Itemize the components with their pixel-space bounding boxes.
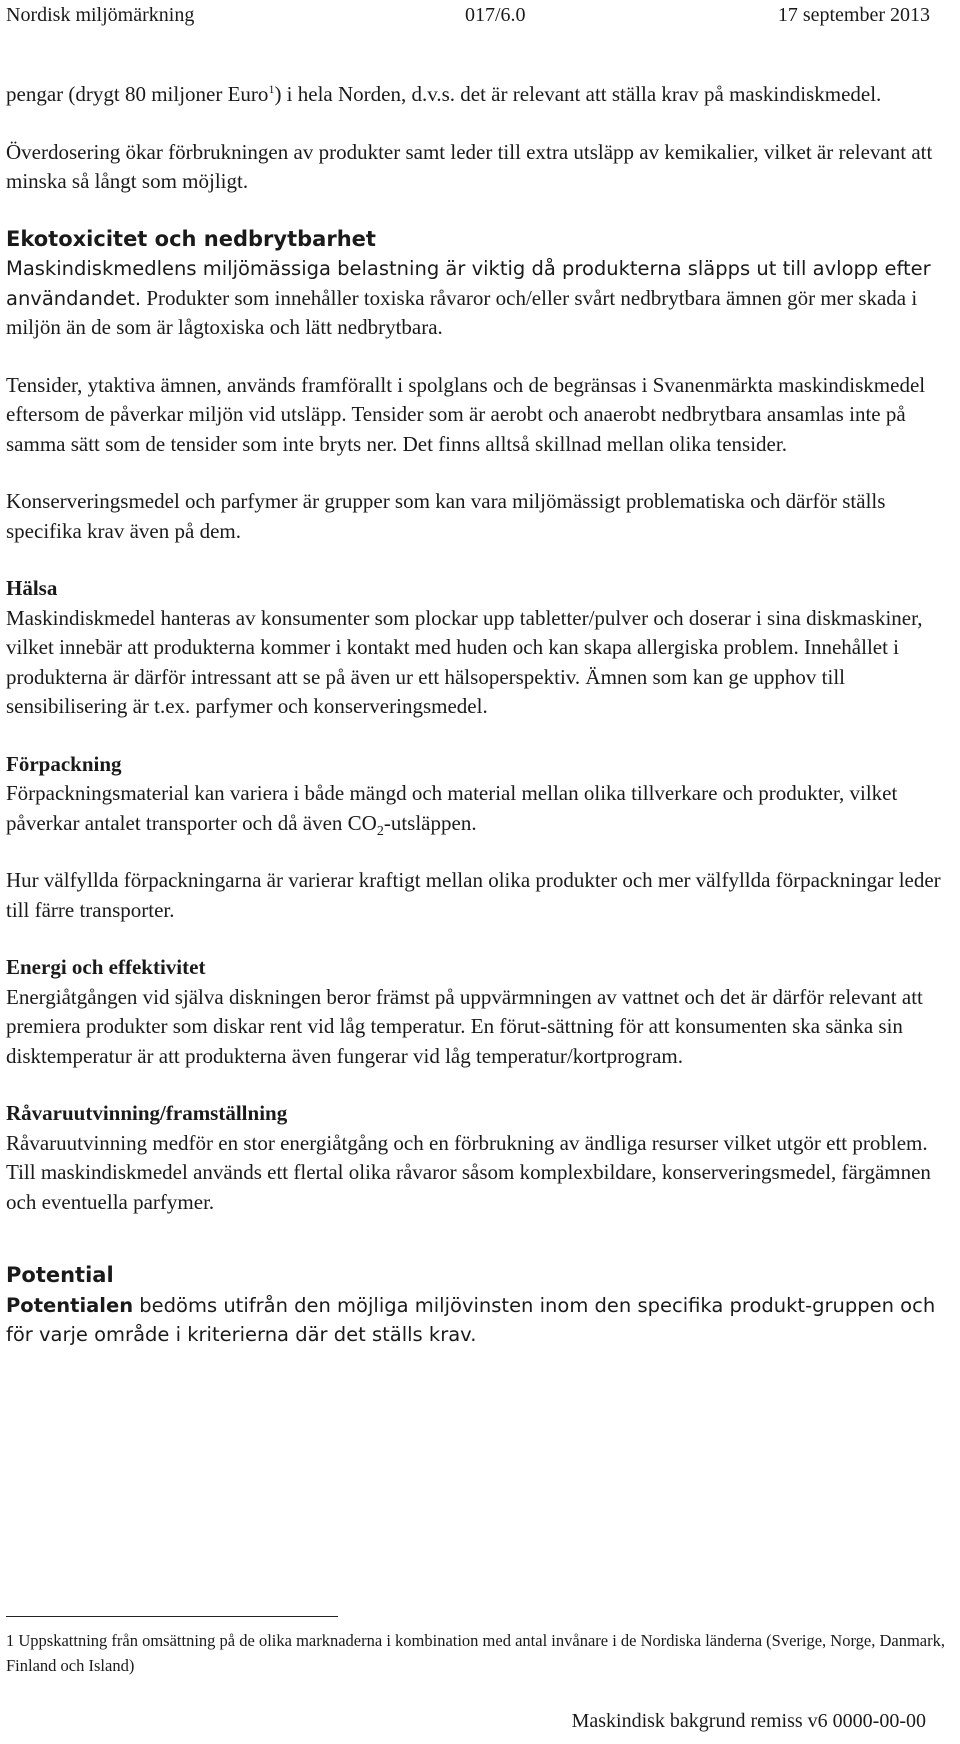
header-organization: Nordisk miljömärkning	[6, 4, 195, 26]
document-body	[6, 80, 950, 1350]
ravara-heading: Råvaruutvinning/framställning	[6, 1101, 288, 1125]
footnote-number: 1	[6, 1631, 15, 1650]
ravara-section	[6, 1099, 950, 1217]
ravara-paragraph: Råvaruutvinning medför en stor energiåtgång och en förbrukning av ändliga resurser vilket utgör ett problem. Till maskindiskmedel används ett flertal olika råvaror såsom komplexbildare, konserveringsmedel, färgämnen och eventuella parfymer.	[6, 1130, 931, 1214]
ekotox-paragraph-2: Tensider, ytaktiva ämnen, används framförallt i spolglans och de begränsas i Svanenmärkta maskindiskmedel eftersom de påverkar miljön vid utsläpp. Tensider som är aerobt och anaerobt nedbrytbara ansamlas inte på samma sätt som de tensider som inte bryts ner. Det finns alltså skillnad mellan olika tensider.	[6, 372, 926, 456]
footnote-reference: 1	[268, 82, 275, 96]
potential-lead-term: Potentialen	[6, 1293, 134, 1317]
co2-subscript: 2	[376, 823, 384, 839]
forpackning-paragraph-2: Hur välfyllda förpackningarna är varierar kraftigt mellan olika produkter och mer välfyllda förpackningar leder till färre transporter.	[6, 868, 941, 922]
potential-section	[6, 1261, 950, 1350]
ekotox-section	[6, 225, 950, 343]
footnote-divider	[6, 1616, 338, 1617]
forpackning-section: Förpackning Förpackningsmaterial kan variera i både mängd och material mellan olika tillverkare och produkter, vilket påverkar antalet transporter och då även $CO_2$-utsläppen.	[6, 750, 950, 839]
halsa-section	[6, 574, 950, 722]
footnote-text: Uppskattning från omsättning på de olika marknaderna i kombination med antal invånare i de Nordiska länderna (Sverige, Norge, Danmark, Finland och Island)	[6, 1631, 946, 1675]
potential-paragraph: bedöms utifrån den möjliga miljövinsten inom den specifika produkt-gruppen och för varje område i kriterierna där det ställs krav.	[6, 1293, 936, 1346]
halsa-paragraph: Maskindiskmedel hanteras av konsumenter som plockar upp tabletter/pulver och doserar i sina diskmaskiner, vilket innebär att produkterna kommer i kontakt med huden och kan skapa allergiska problem. Innehållet i produkterna är därför intressant att se på även ur ett hälsoperspektiv. Ämnen som kan ge upphov till sensibilisering är t.ex. parfymer och konserveringsmedel.	[6, 605, 923, 718]
intro-paragraph-1: pengar (drygt 80 miljoner Euro$^1$) i hela Norden, d.v.s. det är relevant att ställa krav på maskindiskmedel.	[6, 82, 882, 106]
potential-heading: Potential	[6, 1263, 114, 1287]
header-document-number: 017/6.0	[465, 4, 526, 26]
energi-section	[6, 953, 950, 1071]
energi-paragraph: Energiåtgången vid själva diskningen beror främst på uppvärmningen av vattnet och det är därför relevant att premiera produkter som diskar rent vid låg temperatur. En förut-sättning för att konsumenten ska sänka sin disktemperatur är att produkterna även fungerar vid låg temperatur/kortprogram.	[6, 984, 923, 1068]
page-header	[6, 2, 930, 28]
forpackning-heading: Förpackning	[6, 751, 122, 776]
intro-paragraph-2: Överdosering ökar förbrukningen av produkter samt leder till extra utsläpp av kemikalier, vilket är relevant att minska så långt som möjligt.	[6, 139, 933, 193]
footnote	[6, 1628, 946, 1678]
energi-heading: Energi och effektivitet	[6, 955, 206, 979]
document-page	[6, 0, 946, 1744]
halsa-heading: Hälsa	[6, 576, 58, 600]
ekotox-paragraph-1-lead: Maskindiskmedlens miljömässiga belastning är viktig då produkterna släpps ut till avlopp efter användandet.	[6, 257, 931, 310]
ekotox-paragraph-3: Konserveringsmedel och parfymer är grupper som kan vara miljömässigt problematiska och därför ställs specifika krav även på dem.	[6, 489, 886, 543]
header-date: 17 september 2013	[777, 4, 930, 26]
page-footer: Maskindisk bakgrund remiss v6 0000-00-00	[571, 1710, 926, 1732]
ekotox-heading: Ekotoxicitet och nedbrytbarhet	[6, 226, 376, 251]
ekotox-paragraph-1-rest: Produkter som innehåller toxiska råvaror och/eller svårt nedbrytbara ämnen gör mer skada i miljön än de som är lågtoxiska och lätt nedbrytbara.	[6, 285, 918, 339]
